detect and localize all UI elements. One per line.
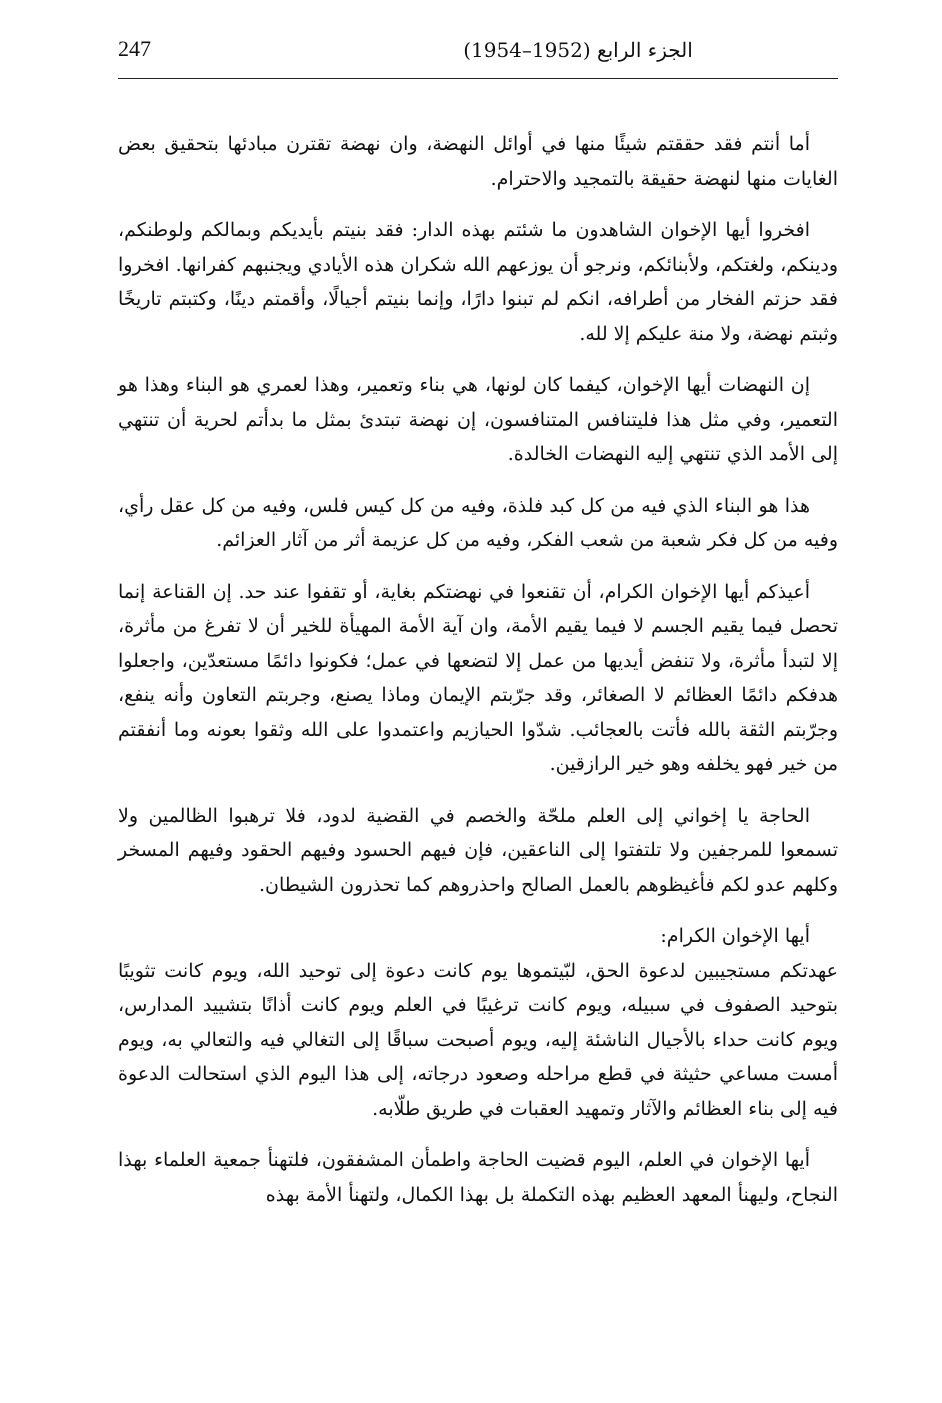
page-header — [118, 30, 838, 79]
page-number: 247 — [118, 36, 151, 61]
paragraph: الحاجة يا إخواني إلى العلم ملحّة والخصم في القضية لدود، فلا ترهبوا الظالمين ولا تسمعوا للمرجفين ولا تلتفتوا إلى الناعقين، فإن فيهم الحسود وفيهم الحقود وفيهم المسخر وكلهم عدو لكم فأغيظوهم بالعمل الصالح واحذروهم كما تحذرون الشيطان. — [118, 804, 838, 896]
paragraph: أعيذكم أيها الإخوان الكرام، أن تقنعوا في نهضتكم بغاية، أو تقفوا عند حد. إن القناعة إنما تحصل فيما يقيم الجسم لا فيما يقيم الأمة، وان آية الأمة المهيأة للخير أن لا تفرغ من مأثرة، إلا لتبدأ مأثرة، ولا تنفض أيديها من عمل إلا لتضعها في عمل؛ فكونوا دائمًا مستعدّين، واجعلوا هدفكم دائمًا العظائم لا الصغائر، وقد جرّبتم الإيمان وماذا يصنع، وجربتم التعاون وأنه ينفع، وجرّبتم الثقة بالله فأتت بالعجائب. شدّوا الحيازيم واعتمدوا على الله وثقوا بعونه وما أنفقتم من خير فهو يخلفه وهو خير الرازقين. — [118, 580, 838, 775]
paragraph: هذا هو البناء الذي فيه من كل كبد فلذة، وفيه من كل كيس فلس، وفيه من كل عقل رأي، وفيه من كل فكر شعبة من شعب الفكر، وفيه من كل عزيمة أثر من آثار العزائم. — [118, 494, 838, 551]
paragraph: أما أنتم فقد حققتم شيئًا منها في أوائل النهضة، وان نهضة تقترن مبادئها بتحقيق بعض الغايات منها لنهضة حقيقة بالتمجيد والاحترام. — [118, 133, 838, 190]
page-body — [118, 127, 838, 1212]
paragraph: عهدتكم مستجيبين لدعوة الحق، لبّيتموها يوم كانت دعوة إلى توحيد الله، ويوم كانت تثويبًا بتوحيد الصفوف في سبيله، ويوم كانت ترغيبًا في العلم ويوم كانت أذانًا بتشييد المدارس، ويوم كانت حداء بالأجيال الناشئة إليه، ويوم أصبحت سباقًا إلى التغالي فيه والتعالي به، ويوم أمست مساعي حثيثة في قطع مراحله وصعود درجاته، إلى هذا اليوم الذي استحالت الدعوة فيه إلى بناء العظائم والآثار وتمهيد العقبات في طريق طلّابه. — [118, 959, 838, 1120]
running-title: الجزء الرابع (1952–1954) — [463, 38, 693, 62]
book-page — [118, 30, 838, 1370]
paragraph: إن النهضات أيها الإخوان، كيفما كان لونها، هي بناء وتعمير، وهذا لعمري هو البناء وهذا هو التعمير، وفي مثل هذا فليتنافس المتنافسون، إن نهضة تبتدئ بمثل ما بدأتم لحرية أن تنتهي إلى الأمد الذي تنتهي إليه النهضات الخالدة. — [118, 374, 838, 465]
paragraph: أيها الإخوان في العلم، اليوم قضيت الحاجة واطمأن المشفقون، فلتهنأ جمعية العلماء بهذا النجاح، وليهنأ المعهد العظيم بهذه التكملة بل بهذا الكمال، ولتهنأ الأمة بهذه — [118, 1149, 838, 1206]
section-heading: أيها الإخوان الكرام: — [660, 925, 810, 947]
paragraph: افخروا أيها الإخوان الشاهدون ما شئتم بهذه الدار: فقد بنيتم بأيديكم وبمالكم ولوطنكم، ودينكم، ولغتكم، ولأبنائكم، ونرجو أن يوزعهم الله شكران هذه الأيادي ويجنبهم كفرانها. افخروا فقد حزتم الفخار من أطرافه، انكم لم تبنوا دارًا، وإنما بنيتم أجيالًا، وأقمتم دينًا، وكتبتم تاريخًا وثبتم نهضة، ولا منة عليكم إلا لله. — [118, 219, 838, 345]
